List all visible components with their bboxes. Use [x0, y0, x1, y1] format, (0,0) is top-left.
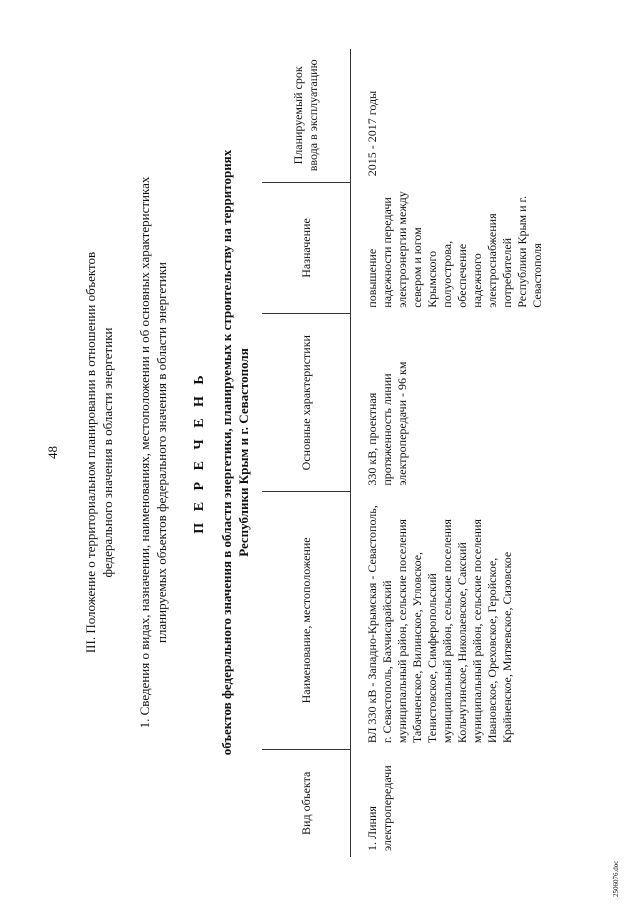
- page-number: 48: [45, 446, 60, 459]
- subsection-title-line-1: 1. Сведения о видах, назначении, наименованиях, местоположении и об основных характеристиках: [137, 176, 152, 729]
- header-purpose: Назначение: [262, 182, 351, 314]
- list-subheading: [218, 0, 252, 905]
- cell-commissioning: 2015 - 2017 годы: [365, 90, 379, 177]
- section-title-line-2: федерального значения в области энергетики: [100, 327, 115, 578]
- list-subheading-line-2: Республики Крым и г. Севастополя: [236, 348, 251, 557]
- list-subheading-line-1: объектов федерального значения в области энергетики, планируемых к строительству на территориях: [219, 149, 234, 756]
- header-characteristics: Основные характеристики: [262, 314, 351, 492]
- header-name: Наименование, местоположение: [262, 492, 351, 749]
- table-header-row: [262, 49, 351, 857]
- cell-characteristics: 330 кВ, проектная протяженность линии электропередачи - 96 км: [365, 361, 409, 486]
- cell-purpose: повышение надежности передачи электроэнергии между севером и югом Крымского полуострова, обеспечение надежного электроснабжения потребителей Республики Крым и г. Севастополя: [365, 191, 544, 308]
- section-title-line-1: III. Положение о территориальном планировании в отношении объектов: [83, 251, 98, 654]
- subsection-title: [136, 0, 170, 905]
- objects-table-container: [262, 49, 549, 857]
- subsection-title-line-2: планируемых объектов федерального значения в области энергетики: [154, 261, 169, 644]
- objects-table: [262, 49, 549, 857]
- cell-type: 1. Линия электропередачи: [365, 765, 394, 851]
- header-commissioning: Планируемый срок ввода в эксплуатацию: [262, 49, 351, 182]
- list-heading: П Е Р Е Ч Е Н Ь: [192, 371, 207, 534]
- section-title: [82, 0, 116, 905]
- cell-name: ВЛ 330 кВ - Западно-Крымская - Севастополь, г. Севастополь, Бахчисарайский муниципальный район, сельские поселения Табачненское, Вилинское, Угловское, Тенистовское, Симферопольский муниципальный район, сельские поселения Кольчугинское, Николаевское, Сакский муниципальный район, сельские поселения Ивановское, Ореховское, Геройское, Крайненское, Митяевское, Сизовское: [365, 505, 514, 744]
- header-type: Вид объекта: [262, 749, 351, 857]
- table-row: [351, 49, 550, 857]
- document-code: 2506076.doc: [612, 860, 620, 897]
